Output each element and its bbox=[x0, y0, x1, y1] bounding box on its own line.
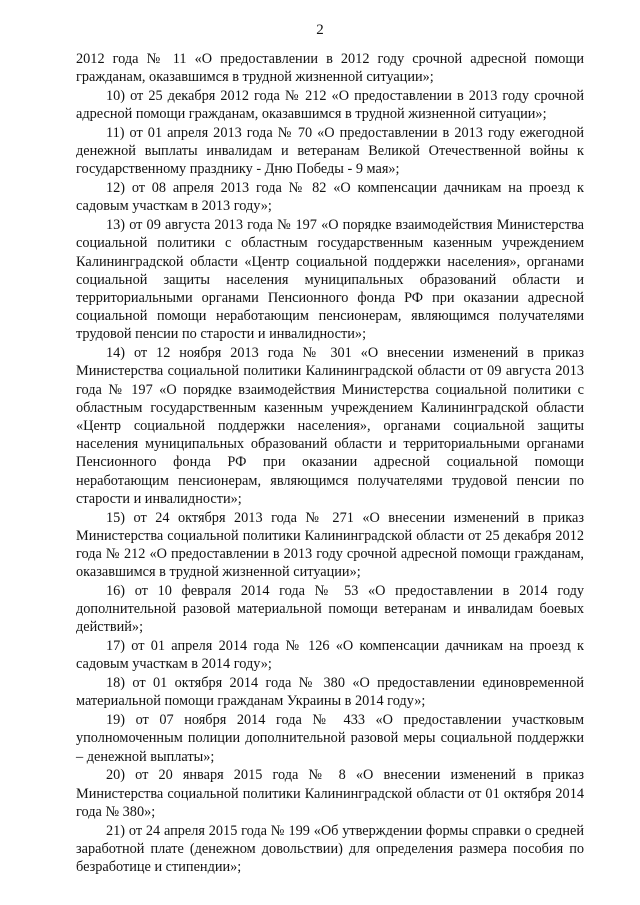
list-item: 18) от 01 октября 2014 года № 380 «О предоставлении единовременной материальной помощи гражданам Украины в 2014 году»; bbox=[76, 675, 584, 710]
list-item: 10) от 25 декабря 2012 года № 212 «О предоставлении в 2013 году срочной адресной помощи гражданам, оказавшимся в трудной жизненной ситуации»; bbox=[76, 88, 584, 123]
list-item: 16) от 10 февраля 2014 года № 53 «О предоставлении в 2014 году дополнительной разовой материальной помощи ветеранам и инвалидам боевых действий»; bbox=[76, 583, 584, 636]
list-item: 11) от 01 апреля 2013 года № 70 «О предоставлении в 2013 году ежегодной денежной выплаты инвалидам и ветеранам Великой Отечественной войны к государственному празднику - Дню Победы - 9 мая»; bbox=[76, 125, 584, 178]
list-item: 14) от 12 ноября 2013 года № 301 «О внесении изменений в приказ Министерства социальной политики Калининградской области от 09 августа 2013 года № 197 «О порядке взаимодействия Министерства социальной политики с областным государственным казенным учреждением Калининградской области «Центр социальной поддержки населения», органами социальной защиты населения муниципальных образований области и территориальными органами Пенсионного фонда РФ при оказании адресной социальной помощи неработающим пенсионерам, являющимся получателями трудовой пенсии по старости и инвалидности»; bbox=[76, 345, 584, 507]
list-item: 20) от 20 января 2015 года № 8 «О внесении изменений в приказ Министерства социальной политики Калининградской области от 01 октября 2014 года № 380»; bbox=[76, 767, 584, 820]
list-item: 17) от 01 апреля 2014 года № 126 «О компенсации дачникам на проезд к садовым участкам в 2014 году»; bbox=[76, 638, 584, 673]
list-item: 13) от 09 августа 2013 года № 197 «О порядке взаимодействия Министерства социальной политики с областным государственным казенным учреждением Калининградской области «Центр социальной поддержки населения», органами социальной защиты населения муниципальных образований области и территориальными органами Пенсионного фонда РФ при оказании адресной социальной помощи неработающим пенсионерам, являющимся получателями трудовой пенсии по старости и инвалидности»; bbox=[76, 217, 584, 343]
list-item: 15) от 24 октября 2013 года № 271 «О внесении изменений в приказ Министерства социальной политики Калининградской области от 25 декабря 2012 года № 212 «О предоставлении в 2013 году срочной адресной помощи гражданам, оказавшимся в трудной жизненной ситуации»; bbox=[76, 509, 584, 581]
document-body bbox=[76, 50, 584, 877]
paragraph-continuation: 2012 года № 11 «О предоставлении в 2012 году срочной адресной помощи гражданам, оказавшимся в трудной жизненной ситуации»; bbox=[76, 51, 584, 86]
page-number: 2 bbox=[316, 22, 324, 38]
list-item: 19) от 07 ноября 2014 года № 433 «О предоставлении участковым уполномоченным полиции дополнительной разовой меры социальной поддержки – денежной выплаты»; bbox=[76, 712, 584, 765]
list-item: 21) от 24 апреля 2015 года № 199 «Об утверждении формы справки о средней заработной плате (денежном довольствии) для определения размера пособия по безработице и стипендии»; bbox=[76, 822, 584, 876]
list-item: 12) от 08 апреля 2013 года № 82 «О компенсации дачникам на проезд к садовым участкам в 2013 году»; bbox=[76, 180, 584, 215]
